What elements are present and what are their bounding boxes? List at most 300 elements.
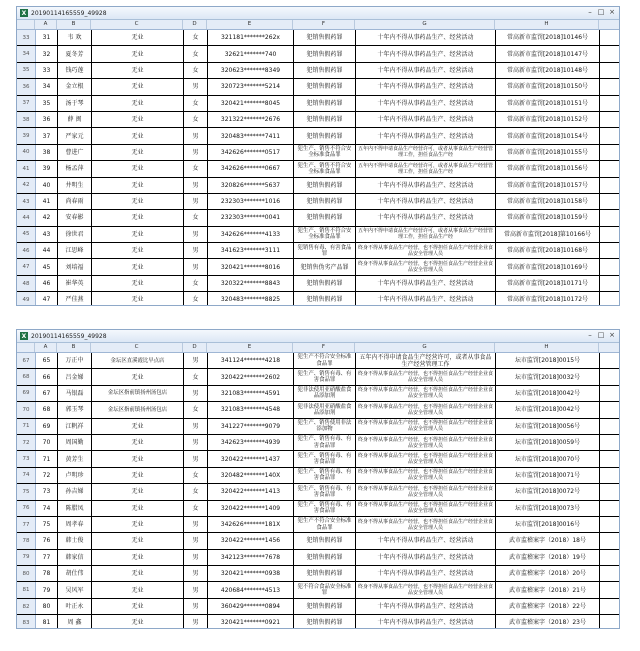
sex-cell[interactable]: 女 bbox=[184, 292, 208, 306]
select-all-corner[interactable] bbox=[17, 343, 35, 352]
penalty-cell[interactable]: 终身不得从事食品生产经营，也不得担任食品生产经营企业食品安全管理人员 bbox=[356, 369, 496, 384]
id-number-cell[interactable]: 320623*******8349 bbox=[208, 63, 294, 78]
document-cell[interactable]: 常高新市监罚[2018]10150号 bbox=[496, 79, 600, 94]
name-cell[interactable]: 曹进广 bbox=[58, 145, 92, 160]
seq-cell[interactable]: 39 bbox=[36, 161, 58, 176]
offense-cell[interactable]: 犯销售假药罪 bbox=[294, 615, 356, 629]
penalty-cell[interactable]: 五年内不得申请食品生产经营许可，或者从事食品生产经营管理工作，担任食品生产经 bbox=[356, 227, 496, 242]
document-cell[interactable]: 常高新市监罚[2018]10168号 bbox=[496, 243, 600, 258]
close-icon[interactable]: × bbox=[609, 331, 615, 339]
seq-cell[interactable]: 75 bbox=[36, 517, 58, 532]
maximize-icon[interactable]: □ bbox=[597, 331, 605, 339]
document-cell[interactable]: 常高新市监罚[2018]10157号 bbox=[496, 178, 600, 193]
document-cell[interactable]: 坛市监罚[2018]0032号 bbox=[496, 369, 600, 384]
offense-cell[interactable]: 犯销售假药罪 bbox=[294, 30, 356, 45]
row-header[interactable]: 41 bbox=[17, 161, 36, 176]
id-number-cell[interactable]: 420684*******4513 bbox=[208, 582, 294, 597]
document-cell[interactable]: 武市监稽案字（2018）23号 bbox=[496, 615, 600, 629]
offense-cell[interactable]: 犯销售假药罪 bbox=[294, 96, 356, 111]
offense-cell[interactable]: 犯生产不符合安全标准食品罪 bbox=[294, 353, 356, 368]
name-cell[interactable]: 薛 闽 bbox=[58, 112, 92, 127]
sex-cell[interactable]: 男 bbox=[184, 517, 208, 532]
seq-cell[interactable]: 72 bbox=[36, 468, 58, 483]
seq-cell[interactable]: 45 bbox=[36, 259, 58, 274]
id-number-cell[interactable]: 320723*******5214 bbox=[208, 79, 294, 94]
sex-cell[interactable]: 女 bbox=[184, 112, 208, 127]
document-cell[interactable]: 常高新市监罚[2018]第10166号 bbox=[496, 227, 600, 242]
offense-cell[interactable]: 犯生产、销售使用非法添加物 bbox=[294, 419, 356, 434]
offense-cell[interactable]: 犯销售假药罪 bbox=[294, 128, 356, 143]
name-cell[interactable]: 严家元 bbox=[58, 128, 92, 143]
name-cell[interactable]: 吕金娣 bbox=[58, 369, 92, 384]
name-cell[interactable]: 徐世君 bbox=[58, 227, 92, 242]
unit-cell[interactable]: 无业 bbox=[92, 615, 184, 629]
column-header-e[interactable]: E bbox=[207, 20, 293, 29]
penalty-cell[interactable]: 终身不得从事食品生产经营，也不得担任食品生产经营企业食品安全管理人员 bbox=[356, 402, 496, 417]
name-cell[interactable]: 郭玉琴 bbox=[58, 402, 92, 417]
column-header-b[interactable]: B bbox=[57, 343, 91, 352]
offense-cell[interactable]: 犯非法使用亚硝酸盐食品添加剂 bbox=[294, 402, 356, 417]
row-header[interactable]: 72 bbox=[17, 435, 36, 450]
seq-cell[interactable]: 80 bbox=[36, 599, 58, 614]
document-cell[interactable]: 常高新市监罚[2018]10151号 bbox=[496, 96, 600, 111]
column-header-h[interactable]: H bbox=[495, 343, 599, 352]
penalty-cell[interactable]: 十年内不得从事药品生产、经营活动 bbox=[356, 30, 496, 45]
offense-cell[interactable]: 犯销售假药罪 bbox=[294, 276, 356, 291]
row-header[interactable]: 44 bbox=[17, 210, 36, 225]
name-cell[interactable]: 井明生 bbox=[58, 178, 92, 193]
penalty-cell[interactable]: 终身不得从事食品生产经营，也不得担任食品生产经营企业食品安全管理人员 bbox=[356, 517, 496, 532]
unit-cell[interactable]: 无业 bbox=[92, 63, 184, 78]
seq-cell[interactable]: 66 bbox=[36, 369, 58, 384]
document-cell[interactable]: 常高新市监罚[2018]10148号 bbox=[496, 63, 600, 78]
name-cell[interactable]: 陈腊凤 bbox=[58, 501, 92, 516]
seq-cell[interactable]: 76 bbox=[36, 533, 58, 548]
name-cell[interactable]: 刘培福 bbox=[58, 259, 92, 274]
unit-cell[interactable]: 无业 bbox=[92, 369, 184, 384]
seq-cell[interactable]: 41 bbox=[36, 194, 58, 209]
document-cell[interactable]: 常高新市监罚[2018]10159号 bbox=[496, 210, 600, 225]
sex-cell[interactable]: 男 bbox=[184, 599, 208, 614]
unit-cell[interactable]: 无业 bbox=[92, 501, 184, 516]
name-cell[interactable]: 周孝春 bbox=[58, 517, 92, 532]
seq-cell[interactable]: 81 bbox=[36, 615, 58, 629]
row-header[interactable]: 49 bbox=[17, 292, 36, 306]
sex-cell[interactable]: 女 bbox=[184, 402, 208, 417]
row-header[interactable]: 36 bbox=[17, 79, 36, 94]
document-cell[interactable]: 武市监稽案字（2018）21号 bbox=[496, 582, 600, 597]
name-cell[interactable]: 金立根 bbox=[58, 79, 92, 94]
offense-cell[interactable]: 犯销售假药罪 bbox=[294, 550, 356, 565]
seq-cell[interactable]: 68 bbox=[36, 402, 58, 417]
seq-cell[interactable]: 36 bbox=[36, 112, 58, 127]
id-number-cell[interactable]: 341124*******4218 bbox=[208, 353, 294, 368]
sex-cell[interactable]: 女 bbox=[184, 484, 208, 499]
unit-cell[interactable]: 无业 bbox=[92, 550, 184, 565]
penalty-cell[interactable]: 十年内不得从事药品生产、经营活动 bbox=[356, 178, 496, 193]
seq-cell[interactable]: 73 bbox=[36, 484, 58, 499]
name-cell[interactable]: 马银磊 bbox=[58, 386, 92, 401]
offense-cell[interactable]: 犯销售假药罪 bbox=[294, 178, 356, 193]
penalty-cell[interactable]: 十年内不得从事药品生产、经营活动 bbox=[356, 96, 496, 111]
penalty-cell[interactable]: 终身不得从事食品生产经营，也不得担任食品生产经营企业食品安全管理人员 bbox=[356, 386, 496, 401]
minimize-icon[interactable]: – bbox=[588, 331, 592, 339]
row-header[interactable]: 81 bbox=[17, 582, 36, 597]
seq-cell[interactable]: 40 bbox=[36, 178, 58, 193]
name-cell[interactable]: 严佳燕 bbox=[58, 292, 92, 306]
row-header[interactable]: 75 bbox=[17, 484, 36, 499]
document-cell[interactable]: 坛市监罚[2018]0056号 bbox=[496, 419, 600, 434]
id-number-cell[interactable]: 341227*******9079 bbox=[208, 419, 294, 434]
id-number-cell[interactable]: 341623*******3111 bbox=[208, 243, 294, 258]
sex-cell[interactable]: 男 bbox=[184, 419, 208, 434]
penalty-cell[interactable]: 终身不得从事食品生产经营，也不得担任食品生产经营企业食品安全管理人员 bbox=[356, 419, 496, 434]
name-cell[interactable]: 吴风军 bbox=[58, 582, 92, 597]
column-header-g[interactable]: G bbox=[355, 343, 495, 352]
unit-cell[interactable]: 无业 bbox=[92, 276, 184, 291]
id-number-cell[interactable]: 232303*******0041 bbox=[208, 210, 294, 225]
row-header[interactable]: 74 bbox=[17, 468, 36, 483]
name-cell[interactable]: 江思峰 bbox=[58, 243, 92, 258]
offense-cell[interactable]: 犯生产、销售有毒、有害食品罪 bbox=[294, 501, 356, 516]
offense-cell[interactable]: 犯生产、销售有毒、有害食品罪 bbox=[294, 435, 356, 450]
unit-cell[interactable]: 无业 bbox=[92, 259, 184, 274]
penalty-cell[interactable]: 十年内不得从事药品生产、经营活动 bbox=[356, 615, 496, 629]
sex-cell[interactable]: 女 bbox=[184, 369, 208, 384]
unit-cell[interactable]: 无业 bbox=[92, 79, 184, 94]
document-cell[interactable]: 常高新市监罚[2018]10147号 bbox=[496, 46, 600, 61]
column-header-d[interactable]: D bbox=[183, 20, 207, 29]
penalty-cell[interactable]: 十年内不得从事药品生产、经营活动 bbox=[356, 292, 496, 306]
id-number-cell[interactable]: 342623*******4939 bbox=[208, 435, 294, 450]
seq-cell[interactable]: 43 bbox=[36, 227, 58, 242]
row-header[interactable]: 79 bbox=[17, 550, 36, 565]
document-cell[interactable]: 常高新市监罚[2018]10158号 bbox=[496, 194, 600, 209]
document-cell[interactable]: 常高新市监罚[2018]10171号 bbox=[496, 276, 600, 291]
unit-cell[interactable]: 无业 bbox=[92, 30, 184, 45]
seq-cell[interactable]: 44 bbox=[36, 243, 58, 258]
column-header-a[interactable]: A bbox=[35, 20, 57, 29]
id-number-cell[interactable]: 320422*******1456 bbox=[208, 533, 294, 548]
unit-cell[interactable]: 无业 bbox=[92, 435, 184, 450]
seq-cell[interactable]: 38 bbox=[36, 145, 58, 160]
id-number-cell[interactable]: 320483*******8825 bbox=[208, 292, 294, 306]
row-header[interactable]: 42 bbox=[17, 178, 36, 193]
penalty-cell[interactable]: 十年内不得从事药品生产、经营活动 bbox=[356, 566, 496, 581]
name-cell[interactable]: 钱巧莲 bbox=[58, 63, 92, 78]
name-cell[interactable]: 黄芳生 bbox=[58, 451, 92, 466]
seq-cell[interactable]: 42 bbox=[36, 210, 58, 225]
id-number-cell[interactable]: 342123*******7678 bbox=[208, 550, 294, 565]
offense-cell[interactable]: 犯生产、销售不符合安全标准食品罪 bbox=[294, 227, 356, 242]
name-cell[interactable]: 夏冬芳 bbox=[58, 46, 92, 61]
row-header[interactable]: 40 bbox=[17, 145, 36, 160]
row-header[interactable]: 73 bbox=[17, 451, 36, 466]
unit-cell[interactable]: 金坛区指前镇扬州汤包店 bbox=[92, 402, 184, 417]
seq-cell[interactable]: 69 bbox=[36, 419, 58, 434]
sex-cell[interactable]: 男 bbox=[184, 353, 208, 368]
offense-cell[interactable]: 犯销售假药罪 bbox=[294, 533, 356, 548]
id-number-cell[interactable]: 321322*******2676 bbox=[208, 112, 294, 127]
row-header[interactable]: 78 bbox=[17, 533, 36, 548]
document-cell[interactable]: 坛市监罚[2018]0042号 bbox=[496, 386, 600, 401]
row-header[interactable]: 43 bbox=[17, 194, 36, 209]
sex-cell[interactable]: 男 bbox=[184, 79, 208, 94]
seq-cell[interactable]: 77 bbox=[36, 550, 58, 565]
sex-cell[interactable]: 男 bbox=[184, 178, 208, 193]
penalty-cell[interactable]: 终身不得从事食品生产经营，也不得担任食品生产经营企业食品安全管理人员 bbox=[356, 243, 496, 258]
unit-cell[interactable]: 无业 bbox=[92, 112, 184, 127]
sex-cell[interactable]: 女 bbox=[184, 468, 208, 483]
column-header-b[interactable]: B bbox=[57, 20, 91, 29]
row-header[interactable]: 38 bbox=[17, 112, 36, 127]
sex-cell[interactable]: 女 bbox=[184, 210, 208, 225]
row-header[interactable]: 69 bbox=[17, 386, 36, 401]
document-cell[interactable]: 常高新市监罚[2018]10154号 bbox=[496, 128, 600, 143]
id-number-cell[interactable]: 321181*******262x bbox=[208, 30, 294, 45]
id-number-cell[interactable]: 232303*******1016 bbox=[208, 194, 294, 209]
penalty-cell[interactable]: 终身不得从事食品生产经营，也不得担任食品生产经营企业食品安全管理人员 bbox=[356, 259, 496, 274]
document-cell[interactable]: 武市监稽案字（2018）18号 bbox=[496, 533, 600, 548]
row-header[interactable]: 80 bbox=[17, 566, 36, 581]
penalty-cell[interactable]: 终身不得从事食品生产经营，也不得担任食品生产经营企业食品安全管理人员 bbox=[356, 582, 496, 597]
unit-cell[interactable]: 无业 bbox=[92, 210, 184, 225]
offense-cell[interactable]: 犯销售伪劣产品罪 bbox=[294, 259, 356, 274]
name-cell[interactable]: 尚春雨 bbox=[58, 194, 92, 209]
unit-cell[interactable]: 无业 bbox=[92, 194, 184, 209]
offense-cell[interactable]: 犯销售假药罪 bbox=[294, 194, 356, 209]
id-number-cell[interactable]: 320483*******7411 bbox=[208, 128, 294, 143]
offense-cell[interactable]: 犯生产、销售有毒、有害食品罪 bbox=[294, 484, 356, 499]
document-cell[interactable]: 坛市监罚[2018]0070号 bbox=[496, 451, 600, 466]
document-cell[interactable]: 坛市监罚[2018]0015号 bbox=[496, 353, 600, 368]
unit-cell[interactable]: 无业 bbox=[92, 468, 184, 483]
id-number-cell[interactable]: 320422*******1413 bbox=[208, 484, 294, 499]
sex-cell[interactable]: 女 bbox=[184, 161, 208, 176]
unit-cell[interactable]: 无业 bbox=[92, 292, 184, 306]
unit-cell[interactable]: 无业 bbox=[92, 582, 184, 597]
offense-cell[interactable]: 犯生产不符合安全标准食品罪 bbox=[294, 517, 356, 532]
row-header[interactable]: 34 bbox=[17, 46, 36, 61]
sex-cell[interactable]: 男 bbox=[184, 615, 208, 629]
row-header[interactable]: 48 bbox=[17, 276, 36, 291]
sex-cell[interactable]: 女 bbox=[184, 501, 208, 516]
column-header-c[interactable]: C bbox=[91, 343, 183, 352]
sex-cell[interactable]: 男 bbox=[184, 386, 208, 401]
seq-cell[interactable]: 46 bbox=[36, 276, 58, 291]
document-cell[interactable]: 常高新市监罚[2018]10152号 bbox=[496, 112, 600, 127]
row-header[interactable]: 68 bbox=[17, 369, 36, 384]
name-cell[interactable]: 韩士俊 bbox=[58, 533, 92, 548]
document-cell[interactable]: 坛市监罚[2018]0059号 bbox=[496, 435, 600, 450]
document-cell[interactable]: 武市监稽案字（2018）22号 bbox=[496, 599, 600, 614]
unit-cell[interactable]: 无业 bbox=[92, 96, 184, 111]
document-cell[interactable]: 常高新市监罚[2018]10156号 bbox=[496, 161, 600, 176]
sex-cell[interactable]: 男 bbox=[184, 194, 208, 209]
penalty-cell[interactable]: 十年内不得从事药品生产、经营活动 bbox=[356, 46, 496, 61]
offense-cell[interactable]: 犯不符合食品安全标准罪 bbox=[294, 582, 356, 597]
document-cell[interactable]: 坛市监罚[2018]0073号 bbox=[496, 501, 600, 516]
name-cell[interactable]: 周国勤 bbox=[58, 435, 92, 450]
close-icon[interactable]: × bbox=[609, 8, 615, 16]
offense-cell[interactable]: 犯销售假药罪 bbox=[294, 63, 356, 78]
unit-cell[interactable]: 无业 bbox=[92, 161, 184, 176]
column-header-c[interactable]: C bbox=[91, 20, 183, 29]
penalty-cell[interactable]: 十年内不得从事药品生产、经营活动 bbox=[356, 112, 496, 127]
sex-cell[interactable]: 男 bbox=[184, 227, 208, 242]
row-header[interactable]: 76 bbox=[17, 501, 36, 516]
row-header[interactable]: 33 bbox=[17, 30, 36, 45]
offense-cell[interactable]: 犯非法使用亚硝酸盐食品添加剂 bbox=[294, 386, 356, 401]
column-header-h[interactable]: H bbox=[495, 20, 599, 29]
row-header[interactable]: 46 bbox=[17, 243, 36, 258]
penalty-cell[interactable]: 五年内不得申请食品生产经营许可，或者从事食品生产经营管理工作 bbox=[356, 353, 496, 368]
penalty-cell[interactable]: 终身不得从事食品生产经营，也不得担任食品生产经营企业食品安全管理人员 bbox=[356, 484, 496, 499]
offense-cell[interactable]: 犯生产、销售有毒、有害食品罪 bbox=[294, 468, 356, 483]
penalty-cell[interactable]: 十年内不得从事药品生产、经营活动 bbox=[356, 128, 496, 143]
penalty-cell[interactable]: 终身不得从事食品生产经营，也不得担任食品生产经营企业食品安全管理人员 bbox=[356, 435, 496, 450]
seq-cell[interactable]: 65 bbox=[36, 353, 58, 368]
id-number-cell[interactable]: 320826*******5637 bbox=[208, 178, 294, 193]
offense-cell[interactable]: 犯销售假药罪 bbox=[294, 210, 356, 225]
sex-cell[interactable]: 男 bbox=[184, 259, 208, 274]
document-cell[interactable]: 坛市监罚[2018]0072号 bbox=[496, 484, 600, 499]
row-header[interactable]: 83 bbox=[17, 615, 36, 629]
select-all-corner[interactable] bbox=[17, 20, 35, 29]
name-cell[interactable]: 安春影 bbox=[58, 210, 92, 225]
unit-cell[interactable]: 无业 bbox=[92, 599, 184, 614]
offense-cell[interactable]: 犯生产、销售有毒、有害食品罪 bbox=[294, 451, 356, 466]
name-cell[interactable]: 卢明珍 bbox=[58, 468, 92, 483]
unit-cell[interactable]: 金坛区直溪霞比早点店 bbox=[92, 353, 184, 368]
seq-cell[interactable]: 71 bbox=[36, 451, 58, 466]
penalty-cell[interactable]: 十年内不得从事药品生产、经营活动 bbox=[356, 276, 496, 291]
penalty-cell[interactable]: 十年内不得从事药品生产、经营活动 bbox=[356, 194, 496, 209]
document-cell[interactable]: 常高新市监罚[2018]10155号 bbox=[496, 145, 600, 160]
row-header[interactable]: 82 bbox=[17, 599, 36, 614]
offense-cell[interactable]: 犯生产、销售不符合安全标准食品罪 bbox=[294, 145, 356, 160]
sex-cell[interactable]: 女 bbox=[184, 30, 208, 45]
name-cell[interactable]: 韦 欢 bbox=[58, 30, 92, 45]
unit-cell[interactable]: 无业 bbox=[92, 243, 184, 258]
penalty-cell[interactable]: 十年内不得从事药品生产、经营活动 bbox=[356, 533, 496, 548]
offense-cell[interactable]: 犯销售假药罪 bbox=[294, 292, 356, 306]
sex-cell[interactable]: 男 bbox=[184, 435, 208, 450]
id-number-cell[interactable]: 320421*******0938 bbox=[208, 566, 294, 581]
unit-cell[interactable]: 无业 bbox=[92, 178, 184, 193]
sex-cell[interactable]: 男 bbox=[184, 550, 208, 565]
unit-cell[interactable]: 金坛区指前镇扬州汤包店 bbox=[92, 386, 184, 401]
row-header[interactable]: 70 bbox=[17, 402, 36, 417]
offense-cell[interactable]: 犯销售假药罪 bbox=[294, 79, 356, 94]
id-number-cell[interactable]: 360429*******0894 bbox=[208, 599, 294, 614]
document-cell[interactable]: 常高新市监罚[2018]10146号 bbox=[496, 30, 600, 45]
minimize-icon[interactable]: – bbox=[588, 8, 592, 16]
id-number-cell[interactable]: 321083*******4548 bbox=[208, 402, 294, 417]
unit-cell[interactable]: 无业 bbox=[92, 566, 184, 581]
row-header[interactable]: 45 bbox=[17, 227, 36, 242]
name-cell[interactable]: 杨孟萍 bbox=[58, 161, 92, 176]
column-header-a[interactable]: A bbox=[35, 343, 57, 352]
name-cell[interactable]: 孙吉娣 bbox=[58, 484, 92, 499]
unit-cell[interactable]: 无业 bbox=[92, 227, 184, 242]
column-header-g[interactable]: G bbox=[355, 20, 495, 29]
id-number-cell[interactable]: 320422*******1437 bbox=[208, 451, 294, 466]
id-number-cell[interactable]: 321083*******4591 bbox=[208, 386, 294, 401]
name-cell[interactable]: 韩家信 bbox=[58, 550, 92, 565]
column-header-f[interactable]: F bbox=[293, 20, 355, 29]
name-cell[interactable]: 叶正永 bbox=[58, 599, 92, 614]
seq-cell[interactable]: 33 bbox=[36, 63, 58, 78]
penalty-cell[interactable]: 终身不得从事食品生产经营，也不得担任食品生产经营企业食品安全管理人员 bbox=[356, 451, 496, 466]
document-cell[interactable]: 坛市监罚[2018]0071号 bbox=[496, 468, 600, 483]
document-cell[interactable]: 坛市监罚[2018]0042号 bbox=[496, 402, 600, 417]
sex-cell[interactable]: 男 bbox=[184, 451, 208, 466]
penalty-cell[interactable]: 十年内不得从事药品生产、经营活动 bbox=[356, 550, 496, 565]
sex-cell[interactable]: 男 bbox=[184, 533, 208, 548]
id-number-cell[interactable]: 342626*******0667 bbox=[208, 161, 294, 176]
column-header-d[interactable]: D bbox=[183, 343, 207, 352]
unit-cell[interactable]: 无业 bbox=[92, 533, 184, 548]
id-number-cell[interactable]: 320422*******2602 bbox=[208, 369, 294, 384]
id-number-cell[interactable]: 320482*******140X bbox=[208, 468, 294, 483]
sex-cell[interactable]: 男 bbox=[184, 128, 208, 143]
column-header-f[interactable]: F bbox=[293, 343, 355, 352]
id-number-cell[interactable]: 320421*******8016 bbox=[208, 259, 294, 274]
id-number-cell[interactable]: 342626*******181X bbox=[208, 517, 294, 532]
id-number-cell[interactable]: 32621*******740 bbox=[208, 46, 294, 61]
id-number-cell[interactable]: 320421*******8045 bbox=[208, 96, 294, 111]
sex-cell[interactable]: 男 bbox=[184, 566, 208, 581]
id-number-cell[interactable]: 342626*******0517 bbox=[208, 145, 294, 160]
id-number-cell[interactable]: 320421*******0921 bbox=[208, 615, 294, 629]
seq-cell[interactable]: 78 bbox=[36, 566, 58, 581]
seq-cell[interactable]: 70 bbox=[36, 435, 58, 450]
penalty-cell[interactable]: 终身不得从事食品生产经营，也不得担任食品生产经营企业食品安全管理人员 bbox=[356, 468, 496, 483]
seq-cell[interactable]: 32 bbox=[36, 46, 58, 61]
sex-cell[interactable]: 女 bbox=[184, 96, 208, 111]
name-cell[interactable]: 汤于琴 bbox=[58, 96, 92, 111]
sex-cell[interactable]: 男 bbox=[184, 145, 208, 160]
offense-cell[interactable]: 犯生产、销售不符合安全标准食品罪 bbox=[294, 161, 356, 176]
name-cell[interactable]: 胡仕伟 bbox=[58, 566, 92, 581]
unit-cell[interactable]: 无业 bbox=[92, 451, 184, 466]
name-cell[interactable]: 江帆祥 bbox=[58, 419, 92, 434]
sex-cell[interactable]: 女 bbox=[184, 63, 208, 78]
seq-cell[interactable]: 79 bbox=[36, 582, 58, 597]
document-cell[interactable]: 武市监稽案字（2018）20号 bbox=[496, 566, 600, 581]
penalty-cell[interactable]: 五年内不得申请食品生产经营许可，或者从事食品生产经营管理工作，担任食品生产经 bbox=[356, 161, 496, 176]
unit-cell[interactable]: 无业 bbox=[92, 419, 184, 434]
row-header[interactable]: 39 bbox=[17, 128, 36, 143]
sex-cell[interactable]: 女 bbox=[184, 46, 208, 61]
seq-cell[interactable]: 74 bbox=[36, 501, 58, 516]
document-cell[interactable]: 武市监稽案字（2018）19号 bbox=[496, 550, 600, 565]
document-cell[interactable]: 常高新市监罚[2018]10169号 bbox=[496, 259, 600, 274]
column-header-e[interactable]: E bbox=[207, 343, 293, 352]
row-header[interactable]: 71 bbox=[17, 419, 36, 434]
offense-cell[interactable]: 犯销售有毒、有害食品罪 bbox=[294, 243, 356, 258]
penalty-cell[interactable]: 终身不得从事食品生产经营，也不得担任食品生产经营企业食品安全管理人员 bbox=[356, 501, 496, 516]
id-number-cell[interactable]: 342626*******4133 bbox=[208, 227, 294, 242]
penalty-cell[interactable]: 十年内不得从事药品生产、经营活动 bbox=[356, 599, 496, 614]
unit-cell[interactable]: 无业 bbox=[92, 517, 184, 532]
offense-cell[interactable]: 犯生产、销售有毒、有害食品罪 bbox=[294, 369, 356, 384]
offense-cell[interactable]: 犯销售假药罪 bbox=[294, 46, 356, 61]
row-header[interactable]: 67 bbox=[17, 353, 36, 368]
row-header[interactable]: 47 bbox=[17, 259, 36, 274]
id-number-cell[interactable]: 320322*******8843 bbox=[208, 276, 294, 291]
